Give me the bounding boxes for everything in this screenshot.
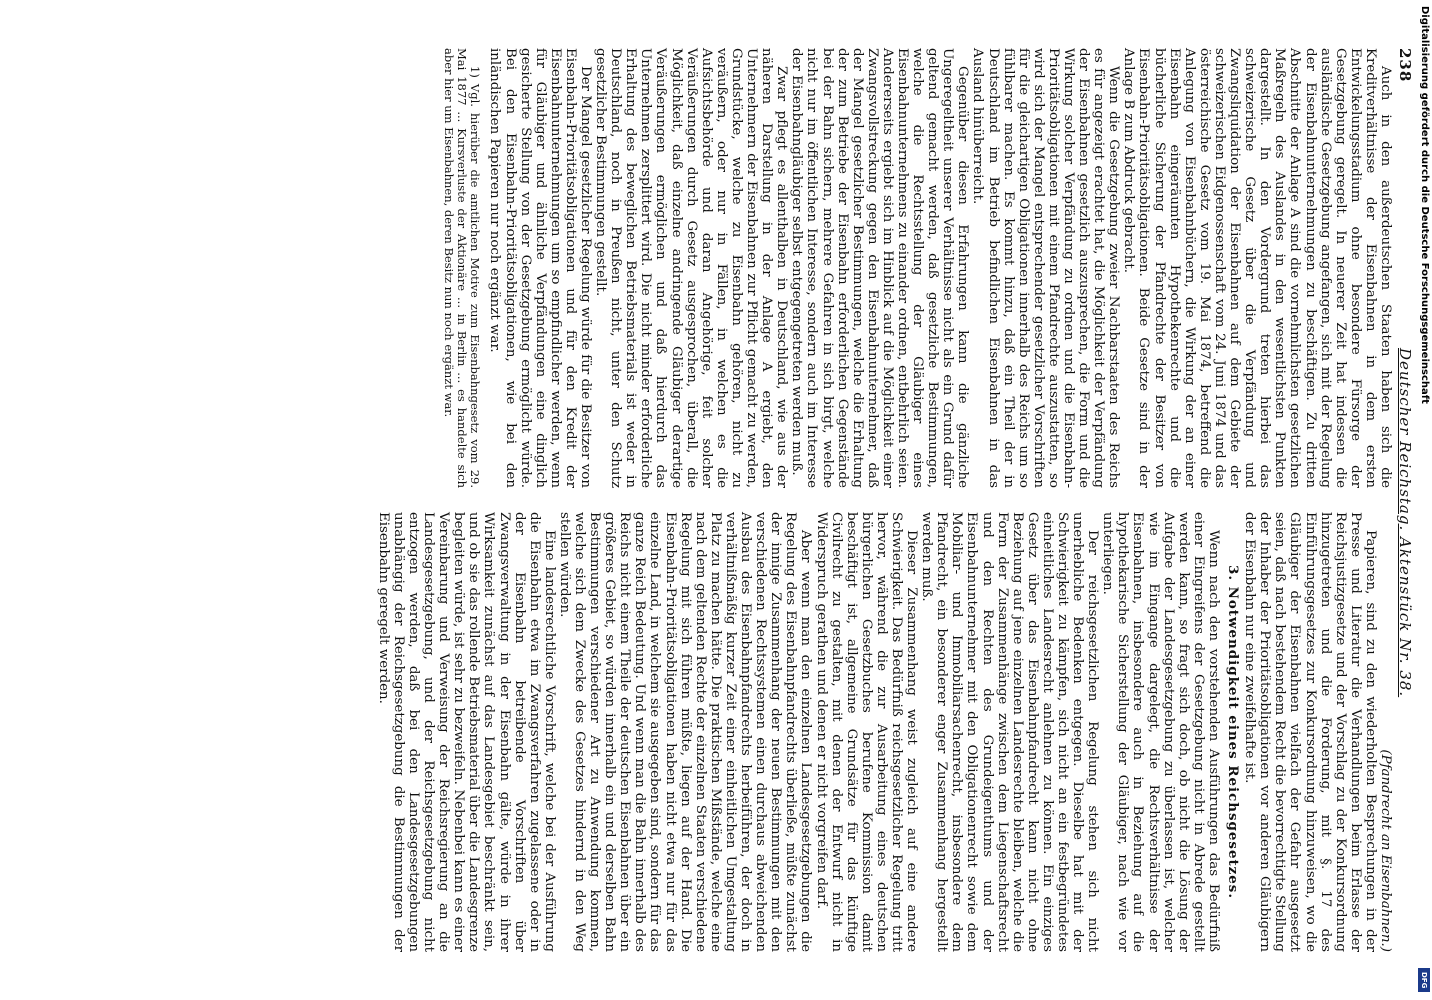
paragraph: Der Mangel gesetzlicher Regelung würde für die Besitzer von Eisenbahn-Prioritätsobligationen und für den Kredit der Eisenbahnunternehmungen um so empfindlicher werden, wenn für Gläubiger und ähnliche Verpfändungen eine dinglich gesicherte Stellung von der Gesetzgebung ermöglicht würde. Bei den Eisenbahn-Prioritätsobligationen, wie bei den inländischen Papieren nur noch ergänzt war. [487, 48, 594, 488]
paragraph: Eine landesrechtliche Vorschrift, welche bei der Ausführung die Eisenbahn etwa im Zwangsverfahren zugelassene oder in der Eisenbahn betreibende Vorschriften über Zwangsverwaltung in der Eisenbahn gälte, würde in ihrer Wirksamkeit zunächst auf das Landesgebiet beschränkt sein, und ob sie das rollende Betriebsmaterial über die Landesgrenze begleiten würde, ist sehr zu bezweifeln. Nebenbei kann es einer Vereinbarung und Verweisung der Reichsregierung an die Landesgesetzgebung, und der Reichsgesetzgebung nicht entzogen werden, daß bei den Landesgesetzgebungen unabhängig der Reichsgesetzgebung die Bestimmungen der Eisenbahn geregelt werden. [375, 512, 557, 952]
dfg-logo-text: DFG [1420, 972, 1428, 989]
paragraph: Zwar pflegt es allenthalben in Deutschland, wie aus der näheren Darstellung in der Anlage A ergiebt, den Unternehmern der Eisenbahnen zur Pflicht gemacht zu werden, Grundstücke, welche zu Eisenbahn gehören, nicht zu veräußern, oder nur in Fällen, in welchen es die Aufsichtsbehörde und daran Angehörige, feit solcher Veräußerungen durch Gesetz ausgesprochen, überall, die Möglichkeit, daß einzelne andringende Gläubiger derartige Veräußerungen ermöglichen und daß hierdurch das Unternehmen zersplittert wird. Die nicht minder erforderliche Erhaltung des beweglichen Betriebsmaterials ist weder in Deutschland, noch in Preußen nicht, unter den Schutz gesetzlicher Bestimmungen gestellt. [593, 48, 790, 488]
dfg-logo [1418, 968, 1430, 992]
paragraph: Der reichsgesetzlichen Regelung stehen sich nicht unerhebliche Bedenken entgegen. Dieselbe hat mit der Schwierigkeit zu kämpfen, sich nicht an ein festbegründetes einheitliches Landesrecht anlehnen zu können. Ein einziges Gesetz über das Eisenbahnpfandrecht kann nicht ohne Beziehung auf jene einzelnen Landesrechte bleiben, welche die Form der Zusammenhänge zwischen dem Liegenschaftsrecht und den Rechten des Grundeigenthums und der Eisenbahnunternehmer mit den Obligationenrecht sowie dem Mobiliar- und Immobiliarsachenrecht, insbesondere dem Pfandrecht, ein besonderer enger Zusammenhang hergestellt werden muß. [919, 512, 1101, 952]
text-column-left [121, 48, 1393, 488]
paragraph: Papieren, sind zu den wiederholten Besprechungen in der Presse und Literatur die Verhandlungen beim Erlasse der Reichsjustizgesetze und der Vorschlag zu der Konkursordnung hinzugetreten und die Forderung, mit §. 17 des Einführungsgesetzes zur Konkursordnung hinzuweisen, wo die Gläubiger der Eisenbahnen vielfach der Gefahr ausgesetzt seien, daß nach bestehendem Recht die bevorrechtigte Stellung der Inhaber der Prioritätsobligationen vor anderen Gläubigern der Eisenbahn nur eine zweifelhafte ist. [1242, 512, 1378, 952]
page-header [1390, 48, 1414, 808]
paragraph: Gegenüber diesen Erfahrungen kann die gänzliche Ungeregeltheit unserer Verhältnisse nicht als ein Grund dafür geltend gemacht werden, daß gesetzliche Bestimmungen, welche die Rechtsstellung der Gläubiger eines Eisenbahnunternehmens zu einander ordnen, entbehrlich seien. Andererseits ergiebt sich im Hinblick auf die Möglichkeit einer Zwangsvollstreckung gegen den Eisenbahnunternehmer, daß der Mangel gesetzlicher Bestimmungen, welche die Erhaltung der zum Betriebe der Eisenbahn erforderlichen Gegenstände bei der Bahn sichern, mehrere Gefahren in sich birgt, welche nicht nur im öffentlichen Interesse, sondern auch im Interesse der Eisenbahngläubiger selbst entgegengetreten werden muß. [789, 48, 971, 488]
page-number: 238 [1396, 48, 1414, 83]
paragraph: Wenn nach den vorstehenden Ausführungen das Bedürfniß einer Eingreifens der Gesetzgebung nicht in Abrede gestellt werden kann, so fragt sich doch, ob nicht die Lösung der Aufgabe der Landesgesetzgebung zu überlassen ist, welcher wie im Eingange dargelegt, die Rechtsverhältnisse der Eisenbahnen, insbesondere auch in Beziehung auf die hypothekarische Sicherstellung der Gläubiger, nach wie vor unterliegen. [1100, 512, 1221, 952]
text-column-right [83, 512, 1393, 952]
paragraph: Dieser Zusammenhang weist zugleich auf eine andere Schwierigkeit. Das Bedürfniß reichsgesetzlicher Regelung tritt hervor, während die zur Ausarbeitung eines deutschen bürgerlichen Gesetzbuches berufene Kommission damit beschäftigt ist, allgemeine Grundsätze für das künftige Civilrecht zu gestalten, mit denen der Entwurf nicht in Widerspruch gerathen und denen er nicht vorgreifen darf. [813, 512, 920, 952]
page-title: Deutscher Reichstag. Aktenstück Nr. 38. [1396, 348, 1414, 698]
funding-sidebar [1416, 0, 1432, 1000]
section-heading: 3. Notwendigkeit eines Reichsgesetzes. [1225, 565, 1242, 899]
footnote: 1) Vgl. hierüber die amtlichen Motive zum Eisenbahngesetz vom 29. Mai 1877 ... Kursverluste der Aktionäre ... in Berlin ... es handelte sich aber hier um Eisenbahnen, deren Besitz nun noch ergänzt war. [442, 48, 483, 488]
paragraph: Auch in den außerdeutschen Staaten haben sich die Kreditverhältnisse der Eisenbahnen in dem ersten Entwickelungsstadium ohne besondere Fürsorge der Gesetzgebung geregelt. In neuerer Zeit hat indessen die ausländische Gesetzgebung angefangen, sich mit der Regelung der Eisenbahnunternehmungen zu beschäftigen. Zu dritten Abschnitte der Anlage A sind die vornehmlichsten gesetzlichen Maßregeln des Auslandes in den wesentlichsten Punkten dargestellt. In den Vordergrund treten hierbei das schweizerische Gesetz über die Verpfändung und Zwangsliquidation der Eisenbahnen auf dem Gebiete der schweizerischen Eidgenossenschaft vom 24. Juni 1874 und das österreichische Gesetz vom 19. Mai 1874, betreffend die Anlegung von Eisenbahnbüchern, die Wirkung der an einer Eisenbahn eingeräumten Hypothekenrechte und die bücherliche Sicherung der Pfandrechte der Besitzer von Eisenbahn-Prioritätsobligationen. Beide Gesetze sind in der Anlage B zum Abdruck gebracht. [1121, 48, 1393, 488]
paragraph: Wenn die Gesetzgebung zweier Nachbarstaaten des Reichs es für angezeigt erachtet hat, die Möglichkeit der Verpfändung der Eisenbahnen gesetzlich auszusprechen, die Form und die Wirkung solcher Verpfändung zu ordnen und die Eisenbahn-Prioritätsobligationen mit einem Pfandrechte auszustatten, so wird sich der Mangel entsprechender gesetzlicher Vorschriften für die gleichartigen Obligationen innerhalb des Reichs um so fühlbarer machen. Es kommt hinzu, daß ein Theil der in Deutschland im Betrieb befindlichen Eisenbahnen in das Ausland hinüberreicht. [970, 48, 1122, 488]
paragraph: Aber wenn man den einzelnen Landesgesetzgebungen die Regelung des Eisenbahnpfandrechts überließe, müßte zunächst der innige Zusammenhang der neuen Bestimmungen mit den verschiedenen Rechtssystemen einen durchaus abweichenden Ausbau des Eisenbahnpfandrechts herbeiführen, der doch in verhältnißmäßig kurzer Zeit einer einheitlichen Umgestaltung Platz zu machen hätte. Die praktischen Mißstände, welche eine nach dem geltenden Rechte der einzelnen Staaten verschiedene Regelung mit sich führen müßte, liegen auf der Hand. Die Eisenbahn-Prioritätsobligationen haben nicht etwa nur für das einzelne Land, in welchem sie ausgegeben sind, sondern für das ganze Reich Bedeutung. Und wenn man die Bahn innerhalb des Reichs nicht einem Theile der deutschen Eisenbahnen über ein größeres Gebiet, so würden innerhalb ein und derselben Bahn Bestimmungen verschiedener Art zu Anwendung kommen, welche sich dem Zwecke des Gesetzes hindernd in den Weg stellen würden. [556, 512, 814, 952]
subtitle: (Pfandrecht an Eisenbahnen.) [1378, 749, 1393, 952]
funding-note: Digitalisierung gefördert durch die Deutsche Forschungsgemeinschaft [1419, 6, 1430, 404]
